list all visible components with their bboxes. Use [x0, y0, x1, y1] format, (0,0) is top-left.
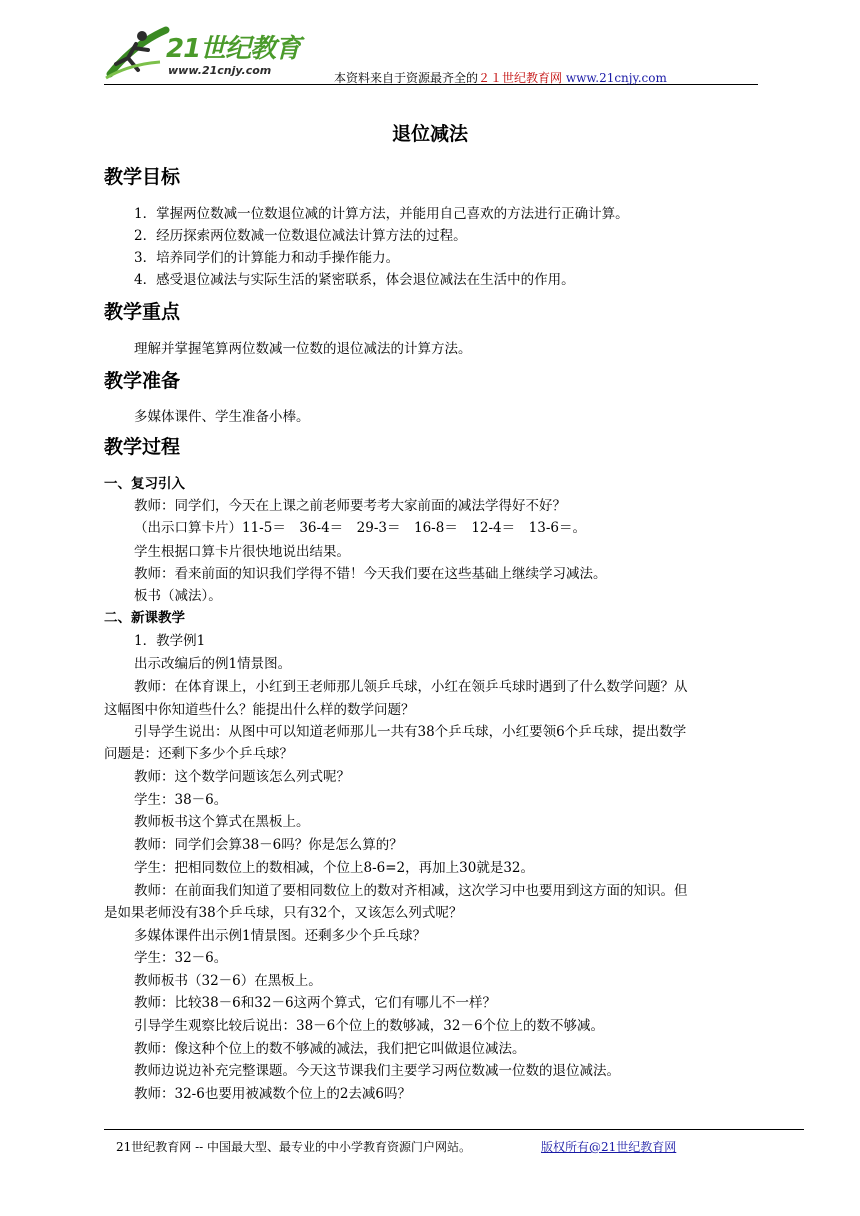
footer-copyright-link[interactable]: 版权所有@21世纪教育网 — [541, 1140, 677, 1154]
review-line: 板书（减法）。 — [134, 588, 222, 604]
lesson-line: 问题是：还剩下多少个乒乓球？ — [104, 746, 293, 762]
lesson-line: 学生：把相同数位上的数相减，个位上8-6=2，再加上30就是32。 — [134, 860, 534, 876]
lesson-line: 教师：像这种个位上的数不够减的减法，我们把它叫做退位减法。 — [134, 1041, 526, 1057]
review-line: 教师：同学们，今天在上课之前老师要考考大家前面的减法学得好不好？ — [134, 498, 566, 514]
footer-site-text: 21世纪教育网 -- 中国最大型、最专业的中小学教育资源门户网站。 — [116, 1140, 472, 1154]
page-header — [104, 20, 758, 85]
logo-url-text: www.21cnjy.com — [168, 64, 272, 77]
goal-item: 3．培养同学们的计算能力和动手操作能力。 — [134, 250, 400, 266]
header-note-prefix: 本资料来自于资源最齐全的 — [334, 71, 479, 85]
lesson-line: 是如果老师没有38个乒乓球，只有32个，又该怎么列式呢？ — [104, 905, 463, 921]
footer-divider — [104, 1129, 804, 1130]
subsection-heading-new-lesson: 二、新课教学 — [104, 610, 185, 626]
focus-text: 理解并掌握笔算两位数减一位数的退位减法的计算方法。 — [134, 341, 472, 357]
section-heading-goals: 教学目标 — [104, 166, 181, 188]
lesson-line: 出示改编后的例1情景图。 — [134, 656, 292, 672]
site-logo[interactable] — [104, 24, 314, 82]
goal-item: 1．掌握两位数减一位数退位减的计算方法，并能用自己喜欢的方法进行正确计算。 — [134, 206, 629, 222]
lesson-line: 教师：在体育课上，小红到王老师那儿领乒乓球，小红在领乒乓球时遇到了什么数学问题？从 — [134, 679, 688, 695]
lesson-line: 教师：32-6也要用被减数个位上的2去减6吗？ — [134, 1086, 412, 1102]
lesson-line: 学生：38－6。 — [134, 792, 228, 808]
review-line: 学生根据口算卡片很快地说出结果。 — [134, 544, 350, 560]
lesson-line: 教师：同学们会算38－6吗？你是怎么算的？ — [134, 837, 403, 853]
document-title: 退位减法 — [391, 123, 468, 145]
lesson-line: 引导学生观察比较后说出：38－6个位上的数够减，32－6个位上的数不够减。 — [134, 1018, 605, 1034]
section-heading-process: 教学过程 — [104, 436, 181, 458]
header-note-url-link[interactable]: www.21cnjy.com — [565, 71, 667, 85]
section-heading-focus: 教学重点 — [104, 301, 181, 323]
header-source-note — [334, 69, 667, 86]
goal-item: 2．经历探索两位数减一位数退位减法计算方法的过程。 — [134, 228, 467, 244]
lesson-line: 教师：这个数学问题该怎么列式呢？ — [134, 769, 350, 785]
lesson-line: 1．教学例1 — [134, 633, 206, 649]
lesson-line: 教师：比较38－6和32－6这两个算式，它们有哪儿不一样？ — [134, 995, 497, 1011]
prep-text: 多媒体课件、学生准备小棒。 — [134, 409, 310, 425]
lesson-line: 学生：32－6。 — [134, 950, 228, 966]
lesson-line: 多媒体课件出示例1情景图。还剩多少个乒乓球？ — [134, 928, 427, 944]
lesson-line: 这幅图中你知道些什么？能提出什么样的数学问题？ — [104, 702, 415, 718]
review-line: 教师：看来前面的知识我们学得不错！今天我们要在这些基础上继续学习减法。 — [134, 566, 607, 582]
lesson-line: 教师：在前面我们知道了要相同数位上的数对齐相减，这次学习中也要用到这方面的知识。但 — [134, 883, 688, 899]
lesson-line: 教师板书（32－6）在黑板上。 — [134, 973, 322, 989]
runner-logo-icon — [104, 24, 174, 82]
lesson-line: 引导学生说出：从图中可以知道老师那儿一共有38个乒乓球，小红要领6个乒乓球，提出数学 — [134, 724, 687, 740]
header-note-brand-link[interactable]: ２１世纪教育网 — [478, 71, 563, 85]
logo-brand-text: 21世纪教育 — [166, 34, 301, 64]
section-heading-prep: 教学准备 — [104, 370, 181, 392]
review-line: （出示口算卡片）11-5＝ 36-4＝ 29-3＝ 16-8＝ 12-4＝ 13-6＝。 — [134, 520, 586, 536]
goal-item: 4．感受退位减法与实际生活的紧密联系，体会退位减法在生活中的作用。 — [134, 272, 575, 288]
subsection-heading-review: 一、复习引入 — [104, 476, 185, 492]
lesson-line: 教师板书这个算式在黑板上。 — [134, 814, 310, 830]
lesson-line: 教师边说边补充完整课题。今天这节课我们主要学习两位数减一位数的退位减法。 — [134, 1063, 620, 1079]
